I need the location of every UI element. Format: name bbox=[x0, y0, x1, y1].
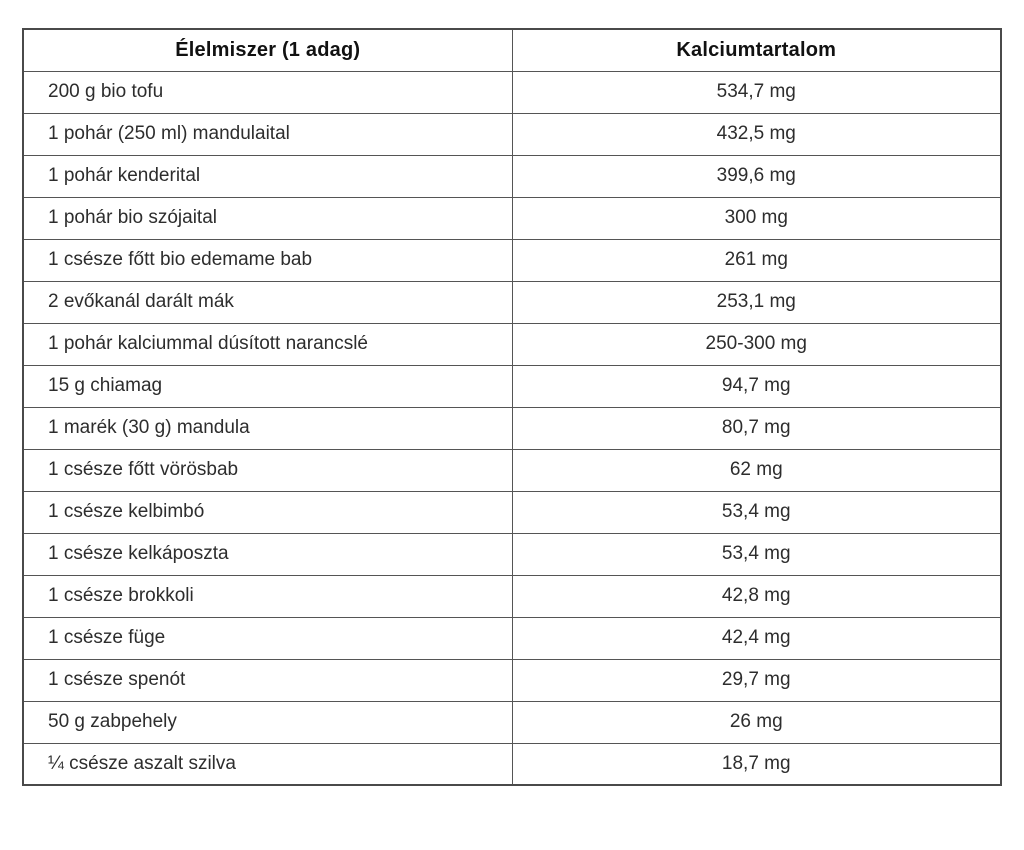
table-row bbox=[23, 281, 1001, 323]
food-cell: 15 g chiamag bbox=[23, 365, 512, 407]
header-calcium-column: Kalciumtartalom bbox=[512, 29, 1001, 71]
table-header bbox=[23, 29, 1001, 71]
table-row bbox=[23, 617, 1001, 659]
food-cell: 1 csésze kelkáposzta bbox=[23, 533, 512, 575]
calcium-value-cell: 80,7 mg bbox=[512, 407, 1001, 449]
table-row bbox=[23, 533, 1001, 575]
table-row bbox=[23, 659, 1001, 701]
calcium-value-cell: 53,4 mg bbox=[512, 491, 1001, 533]
table-row bbox=[23, 197, 1001, 239]
food-cell: 2 evőkanál darált mák bbox=[23, 281, 512, 323]
food-cell: 1 csésze brokkoli bbox=[23, 575, 512, 617]
food-cell: 1 pohár kenderital bbox=[23, 155, 512, 197]
table-row bbox=[23, 365, 1001, 407]
calcium-value-cell: 42,4 mg bbox=[512, 617, 1001, 659]
calcium-value-cell: 250-300 mg bbox=[512, 323, 1001, 365]
food-cell: 1 csésze spenót bbox=[23, 659, 512, 701]
calcium-value-cell: 399,6 mg bbox=[512, 155, 1001, 197]
table-row bbox=[23, 743, 1001, 785]
calcium-value-cell: 300 mg bbox=[512, 197, 1001, 239]
food-cell: 1 csésze főtt vörösbab bbox=[23, 449, 512, 491]
calcium-value-cell: 53,4 mg bbox=[512, 533, 1001, 575]
calcium-value-cell: 29,7 mg bbox=[512, 659, 1001, 701]
calcium-value-cell: 261 mg bbox=[512, 239, 1001, 281]
food-cell: 200 g bio tofu bbox=[23, 71, 512, 113]
calcium-value-cell: 94,7 mg bbox=[512, 365, 1001, 407]
food-cell: 1 csésze főtt bio edemame bab bbox=[23, 239, 512, 281]
table-row bbox=[23, 701, 1001, 743]
calcium-content-table bbox=[22, 28, 1002, 786]
calcium-value-cell: 26 mg bbox=[512, 701, 1001, 743]
table-row bbox=[23, 155, 1001, 197]
table-row bbox=[23, 575, 1001, 617]
food-cell: 1 marék (30 g) mandula bbox=[23, 407, 512, 449]
food-cell: 50 g zabpehely bbox=[23, 701, 512, 743]
calcium-value-cell: 253,1 mg bbox=[512, 281, 1001, 323]
table-row bbox=[23, 113, 1001, 155]
table-body bbox=[23, 71, 1001, 785]
table-row bbox=[23, 239, 1001, 281]
food-cell: 1 csésze kelbimbó bbox=[23, 491, 512, 533]
calcium-value-cell: 534,7 mg bbox=[512, 71, 1001, 113]
food-cell: 1 pohár (250 ml) mandulaital bbox=[23, 113, 512, 155]
table-row bbox=[23, 491, 1001, 533]
food-cell: 1 pohár kalciummal dúsított narancslé bbox=[23, 323, 512, 365]
calcium-value-cell: 62 mg bbox=[512, 449, 1001, 491]
food-cell: 1 pohár bio szójaital bbox=[23, 197, 512, 239]
header-food-column: Élelmiszer (1 adag) bbox=[23, 29, 512, 71]
header-row bbox=[23, 29, 1001, 71]
table-row bbox=[23, 407, 1001, 449]
food-cell: 1 csésze füge bbox=[23, 617, 512, 659]
calcium-value-cell: 432,5 mg bbox=[512, 113, 1001, 155]
food-cell: ¼ csésze aszalt szilva bbox=[23, 743, 512, 785]
table-row bbox=[23, 449, 1001, 491]
calcium-value-cell: 42,8 mg bbox=[512, 575, 1001, 617]
calcium-value-cell: 18,7 mg bbox=[512, 743, 1001, 785]
table-row bbox=[23, 71, 1001, 113]
table-row bbox=[23, 323, 1001, 365]
